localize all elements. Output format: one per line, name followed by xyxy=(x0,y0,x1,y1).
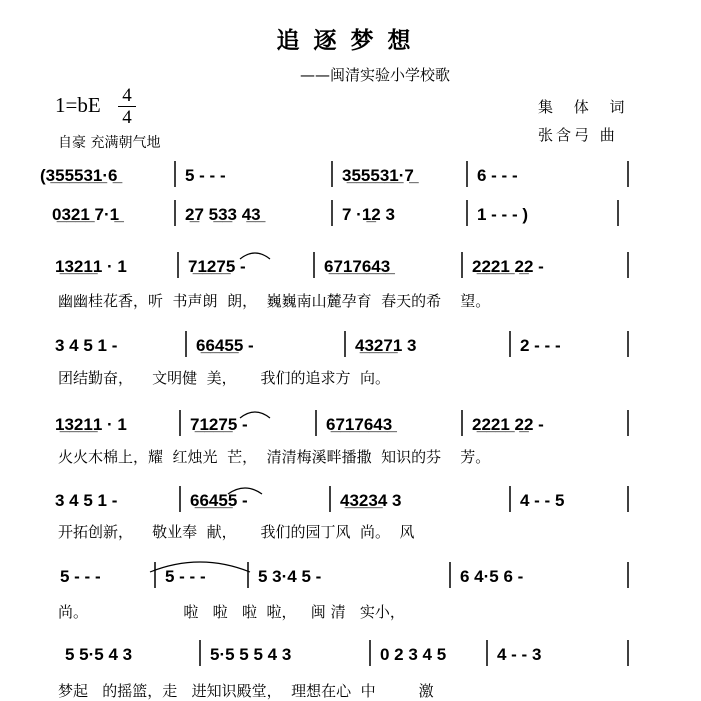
measure-notes: 6̲6̲4̲5̲5 - xyxy=(190,491,248,510)
measure-notes: 5 - - - xyxy=(185,166,226,185)
meter-bottom: 4 xyxy=(122,107,132,128)
lyric-line: 尚。 啦 啦 啦 啦， 闽 清 实小， xyxy=(58,603,405,621)
measure-notes: 7̲1̲2̲7̲5 - xyxy=(188,257,246,276)
meter-top: 4 xyxy=(122,85,132,106)
measure-notes: 1̲3̲2̲1̲1 · 1 xyxy=(55,257,127,276)
measure-notes: 7 ·1̲2 3 xyxy=(342,205,395,224)
score-row xyxy=(55,410,628,466)
measure-notes: 4 - - 3 xyxy=(497,645,542,664)
measure-notes: 7̲1̲2̲7̲5 - xyxy=(190,415,248,434)
score-row xyxy=(52,200,618,226)
measure-notes: 4 - - 5 xyxy=(520,491,565,510)
measure-notes: 5 5·5 4 3 xyxy=(65,645,133,664)
measure-notes: 3 4 5 1 - xyxy=(55,491,118,510)
measure-notes: 5·5 5 5 4 3 xyxy=(210,645,292,664)
measure-notes: 0 2 3 4 5 xyxy=(380,645,447,664)
measure-notes: 6̲7̲1̲7̲6̲4̲3̲ xyxy=(324,257,391,276)
measure-notes: 0̲3̲2̲1̲ 7·1̲ xyxy=(52,205,120,224)
score-row xyxy=(58,562,628,621)
measure-notes: 5 - - - xyxy=(165,567,206,586)
measure-notes: (3̲5̲5̲5̲3̲1̲·6̲ xyxy=(40,166,118,185)
expression-mark: 自豪 充满朝气地 xyxy=(58,135,161,151)
lyric-line: 梦起 的摇篮，走 进知识殿堂， 理想在心 中 激 xyxy=(58,682,434,700)
measure-notes: 3̲5̲5̲5̲3̲1̲·7̲ xyxy=(342,166,414,185)
measure-notes: 6 4·5 6 - xyxy=(460,567,524,586)
song-subtitle: ——闽清实验小学校歌 xyxy=(300,66,451,84)
measure-notes: 1̲3̲2̲1̲1 · 1 xyxy=(55,415,127,434)
composer-credit: 张含弓 曲 xyxy=(538,126,618,144)
measure-notes: 2̲2̲2̲1̲ 2̲2 - xyxy=(472,415,544,434)
song-title: 追逐梦想 xyxy=(276,27,425,54)
measure-notes: 2̲7 5̲3̲3 4̲3̲ xyxy=(185,205,261,224)
lyricist-credit: 集 体 词 xyxy=(538,98,633,116)
score-row xyxy=(55,252,628,310)
lyric-line: 幽幽桂花香，听 书声朗 朗， 巍巍南山麓孕育 春天的希 望。 xyxy=(58,292,491,310)
key-signature: 1=bE xyxy=(55,93,101,117)
measure-notes: 5 - - - xyxy=(60,567,101,586)
score-row xyxy=(40,161,628,187)
score-row xyxy=(55,331,628,387)
measure-notes: 4̲3̲2̲3̲4 3 xyxy=(340,491,402,510)
measure-notes: 6̲7̲1̲7̲6̲4̲3̲ xyxy=(326,415,393,434)
measure-notes: 2̲2̲2̲1̲ 2̲2 - xyxy=(472,257,544,276)
measure-notes: 6̲6̲4̲5̲5 - xyxy=(196,336,254,355)
lyric-line: 火火木棉上，耀 红烛光 芒， 清清梅溪畔播撒 知识的芬 芳。 xyxy=(58,448,491,466)
measure-notes: 1 - - - ) xyxy=(477,205,528,224)
measure-notes: 6 - - - xyxy=(477,166,518,185)
measure-notes: 2 - - - xyxy=(520,336,561,355)
lyric-line: 开拓创新， 敬业奉 献， 我们的园丁风 尚。 风 xyxy=(58,523,415,541)
measure-notes: 4̲3̲2̲7̲1 3 xyxy=(355,336,417,355)
score-row xyxy=(58,640,628,700)
score-row xyxy=(55,486,628,541)
lyric-line: 团结勤奋， 文明健 美， 我们的追求方 向。 xyxy=(58,369,390,387)
measure-notes: 5 3·4 5 - xyxy=(258,567,322,586)
measure-notes: 3 4 5 1 - xyxy=(55,336,118,355)
